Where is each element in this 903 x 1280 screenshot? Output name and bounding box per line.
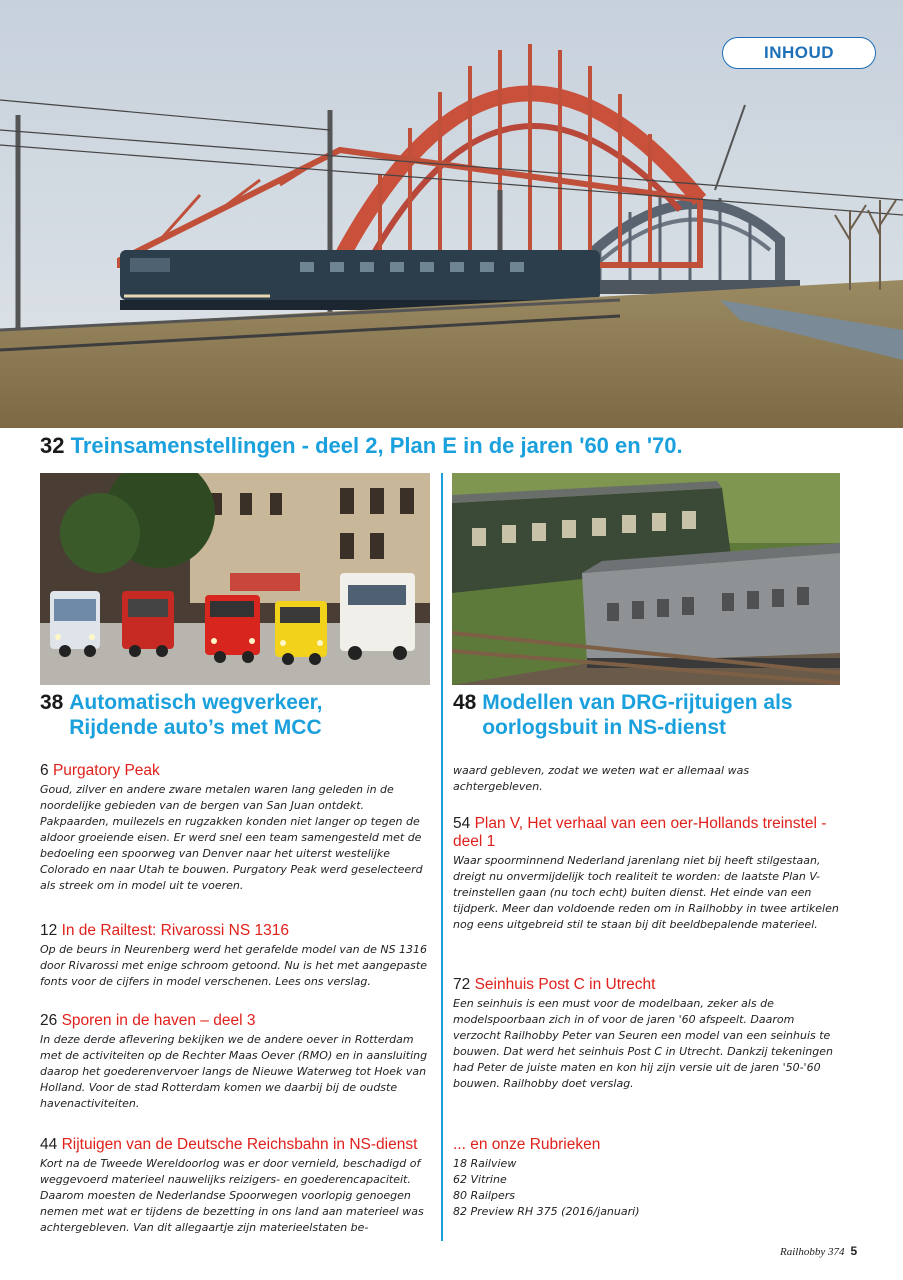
article-page-number: 26: [40, 1012, 58, 1029]
article-title: [40, 922, 428, 940]
feature-left-number: 38: [40, 691, 64, 714]
article-body: Een seinhuis is een must voor de modelbaan, zeker als de modelspoorbaan zich in of voor de jaren '60 afspeelt. Daarom verzocht Railhobby Peter van Seuren een model van een seinhuis te bouwen. Dat werd het seinhuis Post C in Utrecht. Dankzij tekeningen had Peter de juiste maten en kon hij zijn versie uit de jaren '50-'60 bouwen. Railhobby doet verslag.: [453, 997, 833, 1090]
drg-coaches-photo: [452, 473, 840, 685]
hero-title: Treinsamenstellingen - deel 2, Plan E in de jaren '60 en '70.: [70, 433, 683, 458]
rubriek-item[interactable]: 82 Preview RH 375 (2016/januari): [453, 1205, 640, 1218]
article-page-number: 72: [453, 976, 471, 993]
rubrieken-section: [453, 1136, 841, 1220]
article-title: [453, 815, 841, 851]
feature-right-headline[interactable]: [453, 690, 873, 740]
page-number: 5: [850, 1244, 858, 1258]
feature-right-title-line1: Modellen van DRG-rijtuigen als: [482, 691, 793, 714]
article-title: [40, 762, 428, 780]
article-title-text: Seinhuis Post C in Utrecht: [474, 976, 656, 993]
article-railtest-rivarossi[interactable]: [40, 922, 428, 990]
feature-right-title: [482, 690, 792, 740]
article-body: In deze derde aflevering bekijken we de andere oever in Rotterdam met de activiteiten op de Rechter Maas Oever (RMO) en in aansluiting daarop het goederenvervoer langs de Nieuwe Waterweg tot Hoek van Holland. Voor de stad Rotterdam komen we daarbij bij de oudste havenactiviteiten.: [40, 1033, 428, 1110]
feature-right-title-line2: oorlogsbuit in NS-dienst: [482, 716, 727, 739]
feature-left-title-line1: Automatisch wegverkeer,: [69, 691, 323, 714]
article-purgatory-peak[interactable]: [40, 762, 428, 894]
article-page-number: 54: [453, 815, 471, 832]
magazine-name: Railhobby 374: [780, 1246, 845, 1258]
hero-headline[interactable]: [40, 433, 683, 459]
feature-right-number: 48: [453, 691, 477, 714]
article-sporen-haven[interactable]: [40, 1012, 428, 1112]
rubriek-item[interactable]: 80 Railpers: [453, 1189, 515, 1202]
feature-left-title: [69, 690, 322, 740]
article-seinhuis-post-c[interactable]: [453, 976, 841, 1092]
article-page-number: 44: [40, 1136, 58, 1153]
article-title: [40, 1012, 428, 1030]
article-title-text: Sporen in de haven – deel 3: [61, 1012, 256, 1029]
article-page-number: 12: [40, 922, 58, 939]
article-plan-v[interactable]: [453, 815, 841, 933]
article-title-text: Purgatory Peak: [52, 762, 160, 779]
inhoud-badge: INHOUD: [722, 37, 876, 69]
hero-page-number: 32: [40, 433, 65, 458]
article-title: [40, 1136, 428, 1154]
rubriek-item[interactable]: 62 Vitrine: [453, 1173, 507, 1186]
article-body: Op de beurs in Neurenberg werd het gerafelde model van de NS 1316 door Rivarossi met enige schroom getoond. Nu is het met aangepaste fonts voor de cijfers in model verschenen. Lees ons verslag.: [40, 943, 428, 988]
article-title: [453, 976, 841, 994]
article-continuation: [453, 763, 841, 795]
article-title-text: In de Railtest: Rivarossi NS 1316: [61, 922, 289, 939]
article-body: Goud, zilver en andere zware metalen waren lang geleden in de noordelijke gebieden van de bergen van San Juan ontdekt. Pakpaarden, muilezels en rugzakken konden niet langer op tegen de aldoor groeiende eisen. Er werd snel een team samengesteld met de bedoeling een spoorweg van Denver naar het uiterst westelijke Colorado en naar Utah te bouwen. Purgatory Peak werd geselecteerd als streek om in model uit te voeren.: [40, 783, 423, 892]
feature-left-headline[interactable]: [40, 690, 430, 740]
continuation-text: waard gebleven, zodat we weten wat er allemaal was achtergebleven.: [453, 764, 750, 793]
article-title-text: Plan V, Het verhaal van een oer-Hollands treinstel - deel 1: [453, 815, 827, 850]
model-traffic-photo: [40, 473, 430, 685]
feature-left-title-line2: Rijdende auto’s met MCC: [69, 716, 322, 739]
article-rijtuigen-reichsbahn[interactable]: [40, 1136, 428, 1236]
rubriek-item[interactable]: 18 Railview: [453, 1157, 517, 1170]
article-body: Waar spoorminnend Nederland jarenlang niet bij heeft stilgestaan, dreigt nu onvermijdelijk toch realiteit te worden: de laatste Plan V-treinstellen gaan (nu toch echt) buiten dienst. Het einde van een tijdperk. Meer dan voldoende reden om in Railhobby in twee artikelen nog eens uitgebreid stil te staan bij dit beeldbepalende materieel.: [453, 854, 839, 931]
rubrieken-list: [453, 1156, 841, 1220]
article-page-number: 6: [40, 762, 49, 779]
page-folio: [780, 1244, 857, 1258]
article-title-text: Rijtuigen van de Deutsche Reichsbahn in NS-dienst: [61, 1136, 418, 1153]
column-divider: [441, 473, 443, 1241]
rubrieken-title: ... en onze Rubrieken: [453, 1136, 601, 1153]
article-body: Kort na de Tweede Wereldoorlog was er door vernield, beschadigd of weggevoerd materieel nauwelijks reizigers- en goederencapaciteit. Daarom moesten de Nederlandse Spoorwegen voorlopig genoegen nemen met wat er tijdens de bezetting in ons land aan materieel was achtergebleven. Van dit allegaartje zijn materieelstaten be-: [40, 1157, 424, 1234]
